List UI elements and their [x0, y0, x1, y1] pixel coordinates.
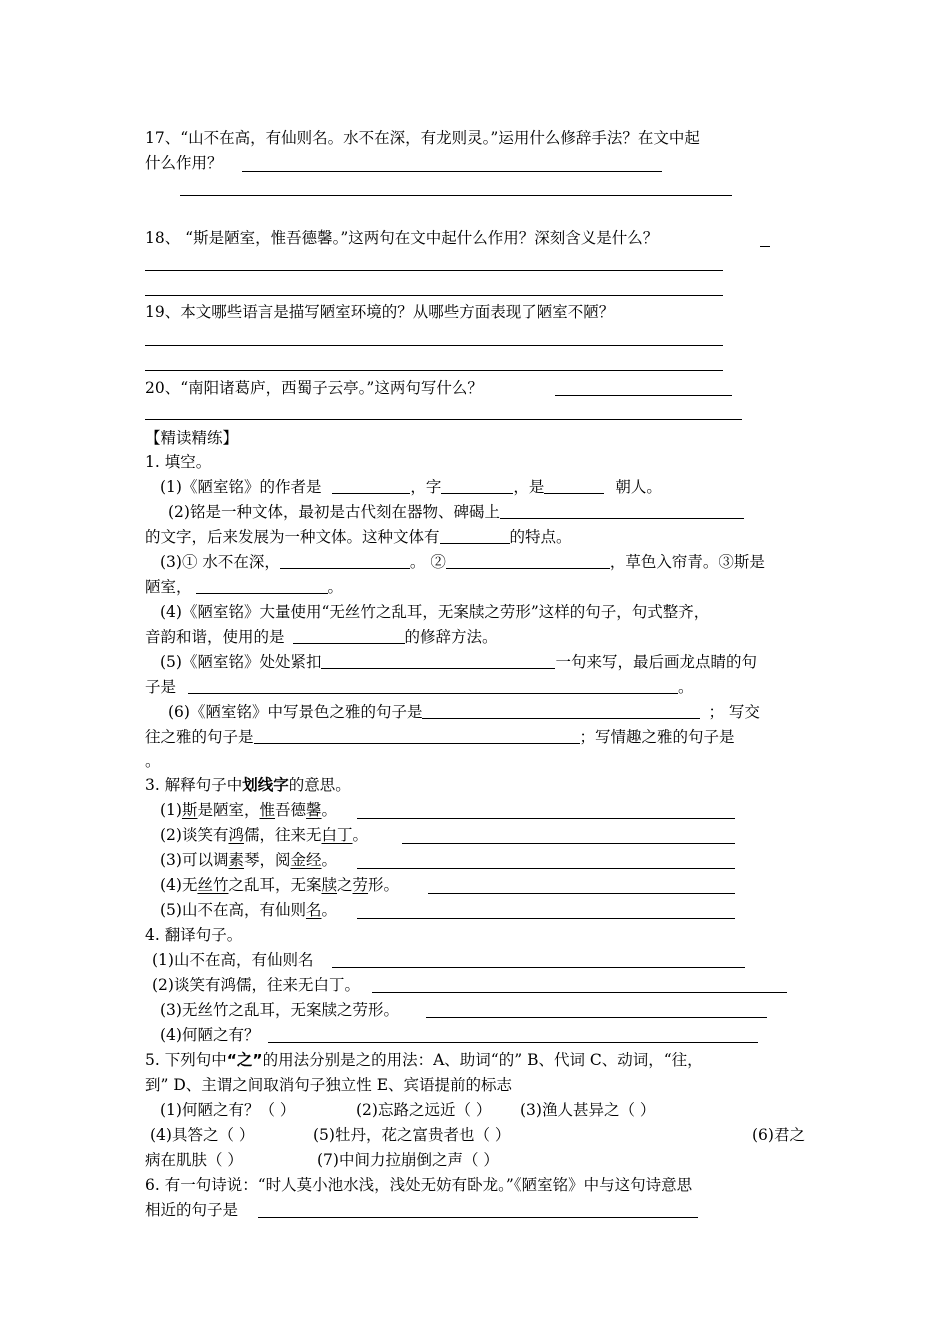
ex3-item1 — [160, 800, 337, 820]
ex3-title-bold: 划线字 — [242, 776, 289, 794]
ex5-text-1: 5. 下列句中 — [145, 1051, 227, 1069]
ex5-choice-7[interactable]: (7)中间力拉崩倒之声（ ） — [317, 1151, 499, 1169]
ex1-item4-line2 — [145, 627, 498, 647]
q19-text: 19、本文哪些语言是描写陋室环境的？从哪些方面表现了陋室不陋？ — [145, 303, 615, 321]
ex1-item2-blank-1[interactable] — [500, 503, 744, 519]
ex3-item3-underlined-2: 金经 — [290, 851, 322, 869]
ex1-item5-line2 — [145, 677, 694, 697]
ex3-item4 — [160, 875, 399, 895]
ex3-title-text: 3. 解释句子中 — [145, 776, 243, 794]
ex1-item3-blank-2[interactable] — [446, 553, 610, 569]
ex1-item5-text-b: 一句来写，最后画龙点睛的句 — [555, 653, 757, 671]
ex1-item2-blank-2[interactable] — [440, 528, 510, 544]
ex5-text-bold: “之” — [226, 1051, 263, 1069]
ex3-item4-underlined-3: 劳 — [352, 876, 369, 894]
ex3-item3-text-1: 琴，阅 — [243, 851, 291, 869]
ex3-item2-text-2: 。 — [352, 826, 369, 844]
q20-answer-blank-1[interactable] — [555, 395, 732, 396]
ex6-line2: 相近的句子是 — [145, 1201, 239, 1219]
ex1-item2-text-c: 的特点。 — [509, 528, 572, 546]
ex3-item1-text-3: 。 — [321, 801, 338, 819]
ex1-item4-blank-1[interactable] — [293, 628, 405, 644]
ex1-item2-text-b: 的文字，后来发展为一种文体。这种文体有 — [145, 528, 440, 546]
ex1-item6-text-b: ； 写交 — [708, 703, 760, 721]
ex1-item3-line2 — [145, 577, 343, 597]
q20-answer-blank-2[interactable] — [145, 419, 742, 420]
ex3-item2 — [160, 825, 368, 845]
ex1-item3-text-e: 。 — [327, 578, 344, 596]
ex3-item2-underlined-1: 鸿 — [228, 826, 244, 844]
ex1-item5-text-a: (5)《陋室铭》处处紧扣 — [160, 653, 322, 671]
ex1-item6-blank-scenery[interactable] — [422, 703, 700, 719]
ex3-item3-underlined-1: 素 — [228, 851, 244, 869]
ex1-item1-text-a: (1)《陋室铭》的作者是 — [160, 478, 322, 496]
ex1-item6-blank-social[interactable] — [254, 728, 580, 744]
section-title: 【精读精练】 — [145, 429, 239, 447]
ex1-item1-blank-dynasty[interactable] — [544, 478, 604, 494]
ex3-item3-text-2: 。 — [321, 851, 338, 869]
q18-answer-blank-0[interactable] — [760, 246, 770, 247]
ex1-item3-text-b: 。 ② — [409, 553, 446, 571]
ex1-item6-text-a: (6)《陋室铭》中写景色之雅的句子是 — [168, 703, 423, 721]
q18-text: 18、 “斯是陋室，惟吾德馨。”这两句在文中起什么作用？深刻含义是什么？ — [145, 229, 659, 247]
ex3-item4-answer[interactable] — [428, 893, 735, 894]
ex5-choice-6-start[interactable]: (6)君之 — [752, 1126, 805, 1144]
q18-answer-blank-1[interactable] — [145, 270, 723, 271]
ex1-item4-line1: (4)《陋室铭》大量使用“无丝竹之乱耳，无案牍之劳形”这样的句子，句式整齐， — [160, 603, 710, 621]
q18-answer-blank-2[interactable] — [145, 295, 723, 296]
ex3-item5-underlined-1: 名 — [305, 901, 322, 919]
ex3-item5-prefix: (5)山不在高，有仙则 — [160, 901, 306, 919]
q20-text: 20、“南阳诸葛庐，西蜀子云亭。”这两句写什么？ — [145, 379, 483, 397]
ex3-item5-text-1: 。 — [321, 901, 337, 919]
ex3-item4-text-1: 之乱耳，无案 — [228, 876, 322, 894]
ex3-item2-text-1: 儒，往来无 — [243, 826, 322, 844]
ex3-item1-answer[interactable] — [357, 818, 735, 819]
q17-line1: 17、“山不在高，有仙则名。水不在深，有龙则灵。”运用什么修辞手法？在文中起 — [145, 129, 700, 147]
ex1-item3-line1 — [160, 552, 765, 572]
ex3-item4-text-2: 之 — [337, 876, 353, 894]
ex1-item3-text-c: ，草色入帘青。③斯是 — [609, 553, 765, 571]
ex3-item3 — [160, 850, 337, 870]
ex3-item1-underlined-1: 斯 — [181, 801, 198, 819]
ex3-item3-answer[interactable] — [357, 868, 735, 869]
q19-answer-blank-2[interactable] — [145, 370, 723, 371]
ex1-item3-blank-3[interactable] — [196, 578, 328, 594]
ex1-item1 — [160, 477, 662, 497]
ex1-item1-text-b: ，字 — [410, 478, 442, 496]
ex1-item6-text-d: ；写情趣之雅的句子是 — [579, 728, 735, 746]
ex4-item3: (3)无丝竹之乱耳，无案牍之劳形。 — [160, 1001, 399, 1019]
ex5-choice-6-end[interactable]: 病在肌肤（ ） — [145, 1151, 243, 1169]
ex1-item6-text-c: 往之雅的句子是 — [145, 728, 254, 746]
ex1-item3-text-a: (3)① 水不在深， — [160, 553, 280, 571]
ex6-answer[interactable] — [258, 1217, 698, 1218]
ex3-item4-underlined-2: 牍 — [321, 876, 338, 894]
ex4-item4: (4)何陋之有？ — [160, 1026, 260, 1044]
ex3-item5-answer[interactable] — [357, 918, 735, 919]
q17-answer-blank-2[interactable] — [180, 195, 732, 196]
ex3-item3-prefix: (3)可以调 — [160, 851, 229, 869]
ex3-item1-prefix: (1) — [160, 801, 182, 819]
ex1-item1-text-c: ，是 — [513, 478, 545, 496]
ex1-item5-text-c: 子是 — [145, 678, 177, 696]
ex3-item4-prefix: (4)无 — [160, 876, 198, 894]
ex4-item1-answer[interactable] — [332, 967, 745, 968]
ex3-item1-underlined-2: 惟 — [259, 801, 276, 819]
ex5-text-2: 的用法分别是之的用法：A、助词“的” B、代词 C、动词，“往， — [262, 1051, 703, 1069]
ex1-title: 1. 填空。 — [145, 453, 212, 471]
ex1-item2-line2 — [145, 527, 572, 547]
ex1-item1-blank-author[interactable] — [332, 478, 410, 494]
ex1-item6-line3: 。 — [145, 752, 161, 770]
ex1-item5-line1 — [160, 652, 757, 672]
ex1-item6-line2 — [145, 727, 735, 747]
ex3-item2-prefix: (2)谈笑有 — [160, 826, 229, 844]
ex1-item5-text-d: 。 — [678, 678, 694, 696]
ex3-item2-answer[interactable] — [402, 843, 735, 844]
ex6-line1: 6. 有一句诗说：“时人莫小池水浅，浅处无妨有卧龙。”《陋室铭》中与这句诗意思 — [145, 1176, 693, 1194]
ex5-choice-2[interactable]: (2)忘路之远近（ ） — [356, 1101, 492, 1119]
q17-line2: 什么作用？ — [145, 154, 223, 172]
ex3-item1-text-2: 吾德 — [275, 801, 307, 819]
ex4-item4-answer[interactable] — [268, 1042, 758, 1043]
ex5-choice-5[interactable]: (5)牡丹，花之富贵者也（ ） — [313, 1126, 511, 1144]
ex3-item4-text-3: 形。 — [368, 876, 400, 894]
ex1-item2-line1 — [168, 502, 744, 522]
ex1-item5-blank-1[interactable] — [321, 653, 555, 669]
ex5-line1 — [145, 1050, 703, 1070]
ex5-choice-1[interactable]: (1)何陋之有？（ ） — [160, 1101, 296, 1119]
ex4-item3-answer[interactable] — [426, 1017, 767, 1018]
ex1-item6-line1 — [168, 702, 760, 722]
ex1-item1-blank-courtesy[interactable] — [441, 478, 513, 494]
ex4-item1: (1)山不在高，有仙则名 — [152, 951, 314, 969]
ex1-item1-text-d: 朝人。 — [615, 478, 662, 496]
ex5-choice-3[interactable]: (3)渔人甚异之（ ） — [520, 1101, 656, 1119]
ex1-item4-text-c: 的修辞方法。 — [404, 628, 498, 646]
ex1-item2-text-a: (2)铭是一种文体，最初是古代刻在器物、碑碣上 — [168, 503, 500, 521]
ex1-item5-blank-2[interactable] — [188, 678, 678, 694]
ex5-choice-4[interactable]: (4)具答之（ ） — [150, 1126, 255, 1144]
ex4-title: 4. 翻译句子。 — [145, 926, 243, 944]
ex1-item4-text-b: 音韵和谐，使用的是 — [145, 628, 285, 646]
ex5-line2: 到” D、主谓之间取消句子独立性 E、宾语提前的标志 — [145, 1076, 513, 1094]
ex3-item5 — [160, 900, 337, 920]
ex1-item3-blank-1[interactable] — [280, 553, 410, 569]
ex4-item2-answer[interactable] — [372, 992, 787, 993]
ex3-item1-text-1: 是陋室， — [197, 801, 260, 819]
ex3-item1-underlined-3: 馨 — [306, 801, 322, 819]
ex3-title-end: 的意思。 — [288, 776, 351, 794]
q17-answer-blank-1[interactable] — [242, 171, 662, 172]
ex1-item3-text-d: 陋室， — [145, 578, 192, 596]
ex3-title — [145, 775, 351, 795]
ex3-item2-underlined-2: 白丁 — [321, 826, 353, 844]
ex4-item2: (2)谈笑有鸿儒，往来无白丁。 — [152, 976, 360, 994]
q19-answer-blank-1[interactable] — [145, 345, 723, 346]
ex3-item4-underlined-1: 丝竹 — [197, 876, 229, 894]
